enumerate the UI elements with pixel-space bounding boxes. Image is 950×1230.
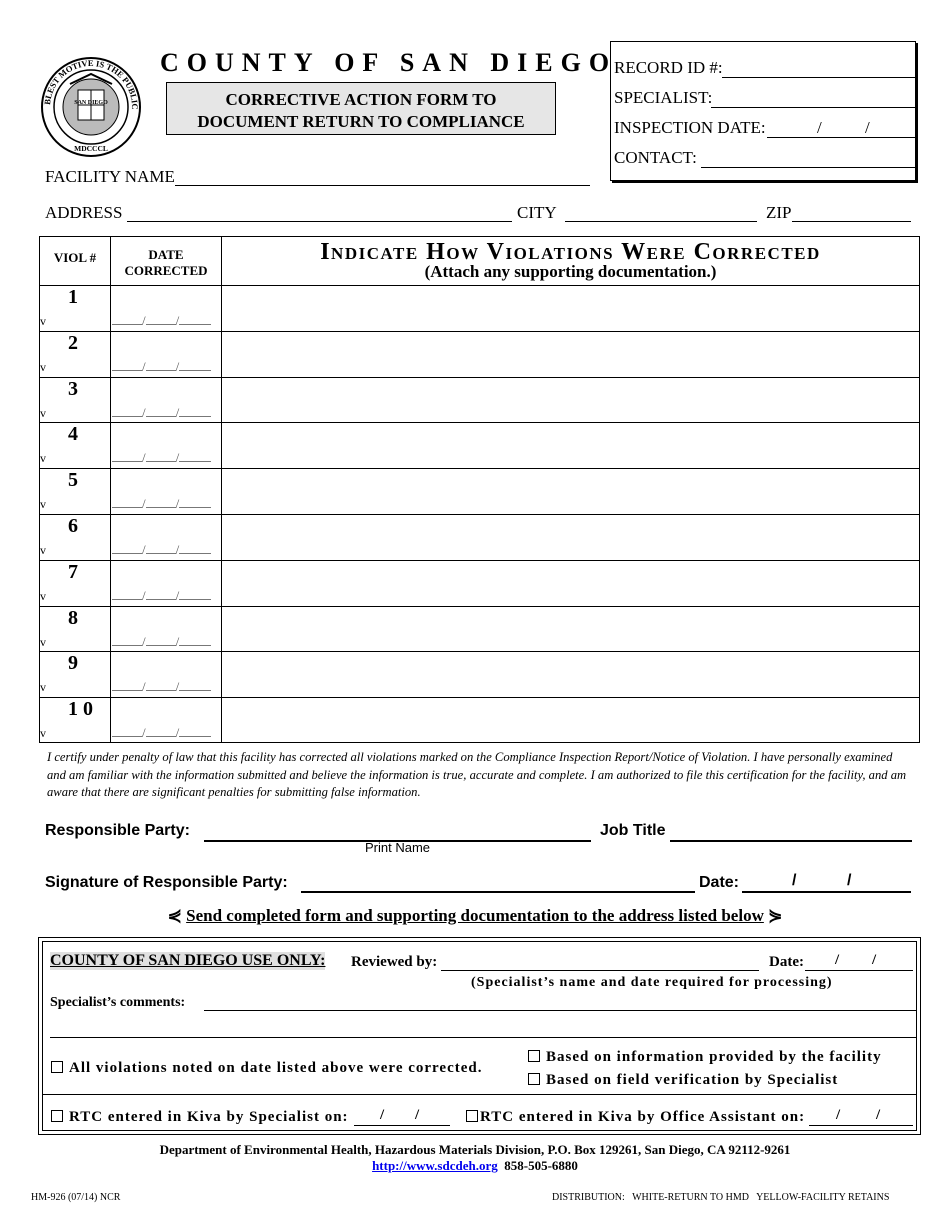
violations-table [39,236,920,743]
date-header-line1: DATE [148,247,184,262]
signature-field[interactable] [301,891,695,893]
rtc-office-date-field[interactable] [809,1125,913,1126]
address-label: ADDRESS [45,203,123,222]
facility-name-label: FACILITY NAME [45,167,175,186]
violation-number: 7 [68,560,78,583]
violation-number: 6 [68,515,78,537]
signature-date-label: Date: [699,874,740,891]
date-header-line2: CORRECTED [124,263,208,278]
row-mark: v [40,497,46,512]
violation-number: 2 [68,331,78,354]
violation-number: 4 [68,423,78,446]
violation-row [40,377,919,423]
row-mark: v [40,359,46,374]
all-corrected-text: All violations noted on date listed above were corrected. [69,1060,483,1076]
rtc-office-text: RTC entered in Kiva by Office Assistant on: [480,1109,806,1125]
review-date-field[interactable] [805,970,913,971]
violation-row [40,285,919,331]
inspection-date-label: INSPECTION DATE: [614,118,766,137]
corrections-subheading: (Attach any supporting documentation.) [424,262,717,281]
department-address: Department of Environmental Health, Hazardous Materials Division, P.O. Box 129261, San Diego, CA 92112-9261 [159,1142,791,1157]
job-title-field[interactable] [670,840,912,842]
row-mark: v [40,680,46,695]
rtc-specialist-text: RTC entered in Kiva by Specialist on: [69,1109,349,1125]
date-corrected-field[interactable]: / / [112,402,211,421]
row-mark: v [40,634,46,649]
comments-label: Specialist’s comments: [50,995,186,1010]
violation-row [40,514,919,560]
based-on-field-text: Based on field verification by Specialist [546,1072,839,1088]
county-title: COUNTY OF SAN DIEGO [160,48,618,77]
distribution-note: DISTRIBUTION: WHITE-RETURN TO HMD YELLOW-FACILITY RETAINS [552,1192,890,1203]
based-on-field-option[interactable] [528,1072,838,1089]
certification-text: I certify under penalty of law that this facility has corrected all violations marked on the Compliance Inspection Report/Notice of Violation. I have personally examined and am familiar with the information submitted and believe the information is true, accurate and complete. I am authorized to file this certification for the facility, and am aware that there are significant penalties for submitting false information. [47,750,907,799]
form-title-line2: DOCUMENT RETURN TO COMPLIANCE [197,112,525,131]
violation-row [40,606,919,652]
row-mark: v [40,314,46,328]
right-arrow-icon: ⋟ [768,906,783,925]
reviewed-by-field[interactable] [441,970,759,971]
date-corrected-field[interactable]: / / [112,356,211,375]
date-separator: / [847,872,852,889]
record-info-box [610,41,916,181]
seal-year: MDCCCL [74,144,108,153]
violation-row [40,422,919,468]
form-code: HM-926 (07/14) NCR [31,1192,121,1203]
violation-number: 1 0 [68,698,93,721]
violation-row [40,331,919,377]
comments-field[interactable] [204,1010,916,1011]
seal-motto: BLEST MOTIVE IS THE PUBLIC [42,57,141,110]
violation-number: 1 [68,286,78,308]
date-separator: / [872,952,877,968]
contact-field[interactable] [701,167,915,168]
date-corrected-field[interactable]: / / [112,722,211,741]
row-mark: v [40,405,46,420]
zip-field[interactable] [792,221,911,222]
use-only-label: COUNTY OF SAN DIEGO USE ONLY: [50,952,326,969]
date-corrected-field[interactable]: / / [112,493,211,512]
corrections-heading: Indicate How Violations Were Corrected [320,239,821,265]
checkbox-icon[interactable] [466,1110,478,1122]
specialist-field[interactable] [711,107,915,108]
specialist-label: SPECIALIST: [614,88,713,107]
city-field[interactable] [565,221,757,222]
row-mark: v [40,726,46,741]
required-note: (Specialist’s name and date required for processing) [471,975,833,990]
based-on-info-option[interactable] [528,1049,882,1066]
county-seal [40,56,142,158]
send-notice-text: Send completed form and supporting documentation to the address listed below [186,906,764,925]
checkbox-icon[interactable] [528,1073,540,1085]
violation-row [40,697,919,743]
rtc-specialist-date-field[interactable] [354,1125,450,1126]
print-name-label: Print Name [365,840,431,855]
violation-row [40,560,919,606]
date-separator: / [865,118,870,137]
violation-number: 3 [68,377,78,400]
corrections-header [222,239,919,282]
date-corrected-field[interactable]: / / [112,310,211,329]
row-mark: v [40,451,46,466]
violation-number: 9 [68,652,78,675]
website-link[interactable]: http://www.sdcdeh.org [372,1158,498,1173]
form-title-line1: CORRECTIVE ACTION FORM TO [225,90,497,109]
left-arrow-icon: ⋞ [167,906,182,925]
all-corrected-option[interactable] [51,1060,482,1077]
facility-name-field[interactable] [175,185,590,186]
row-mark: v [40,588,46,603]
record-id-label: RECORD ID #: [614,58,723,77]
date-corrected-header [110,247,222,279]
violation-number: 8 [68,606,78,629]
checkbox-icon[interactable] [528,1050,540,1062]
rtc-office[interactable] [466,1109,805,1126]
zip-label: ZIP [766,203,792,222]
county-use-box [38,937,921,1135]
inspection-date-field[interactable] [767,137,915,138]
responsible-party-label: Responsible Party: [45,822,190,839]
date-corrected-field[interactable]: / / [112,585,211,604]
job-title-label: Job Title [600,822,666,839]
phone-number: 858-505-6880 [504,1158,578,1173]
checkbox-icon[interactable] [51,1061,63,1073]
violation-number: 5 [68,469,78,492]
contact-label: CONTACT: [614,148,697,167]
date-separator: / [380,1107,385,1123]
date-corrected-field[interactable]: / / [112,447,211,466]
city-label: CITY [517,203,557,222]
date-separator: / [836,1107,841,1123]
date-separator: / [792,872,797,889]
comments-field-line2[interactable] [50,1037,916,1038]
date-corrected-field[interactable]: / / [112,539,211,558]
date-corrected-field[interactable]: / / [112,676,211,695]
row-mark: v [40,543,46,557]
signature-label: Signature of Responsible Party: [45,874,288,891]
review-date-label: Date: [769,954,804,970]
form-title [166,82,556,135]
viol-number-header: VIOL # [53,250,97,265]
checkbox-icon[interactable] [51,1110,63,1122]
date-separator: / [876,1107,881,1123]
contact-line [0,1158,950,1174]
violation-row [40,651,919,697]
date-separator: / [835,952,840,968]
date-corrected-field[interactable]: / / [112,631,211,650]
send-notice [0,906,950,926]
seal-center-text: SAN DIEGO [74,100,108,106]
rtc-specialist[interactable] [51,1109,349,1126]
date-separator: / [817,118,822,137]
address-field[interactable] [127,221,512,222]
signature-date-field[interactable] [742,891,911,893]
based-on-info-text: Based on information provided by the facility [546,1049,882,1065]
violation-row [40,468,919,514]
date-separator: / [415,1107,420,1123]
reviewed-by-label: Reviewed by: [351,954,438,970]
record-id-field[interactable] [722,77,915,78]
